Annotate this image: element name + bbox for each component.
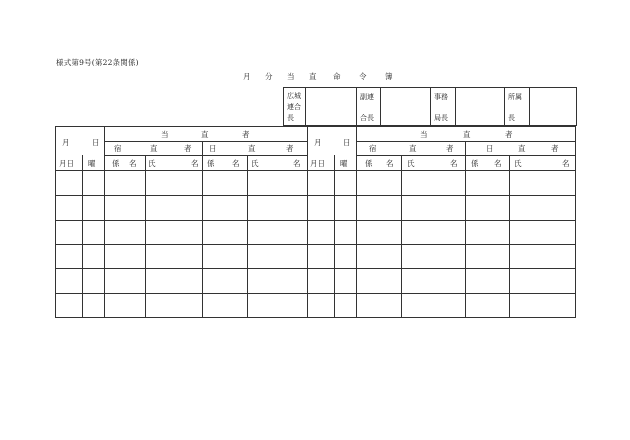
approval-label-line: 連合 <box>287 103 301 111</box>
col-post-char: 係 <box>365 159 373 168</box>
col-monthday: 月日 <box>310 159 325 168</box>
col-name-char: 名 <box>191 159 199 168</box>
title-char: 直 <box>309 72 317 81</box>
header-duty-char: 当 <box>420 130 428 139</box>
col-monthday: 月日 <box>59 159 74 168</box>
header-night-char: 宿 <box>114 144 122 153</box>
approval-seal-secretary[interactable] <box>456 88 505 125</box>
approval-label-line: 局長 <box>434 114 448 122</box>
col-post-char: 名 <box>386 159 394 168</box>
header-duty-char: 当 <box>161 130 169 139</box>
approval-seal-deputy[interactable] <box>381 88 431 125</box>
col-name-char: 氏 <box>407 159 415 168</box>
title-char: 命 <box>333 72 341 81</box>
col-post-char: 名 <box>232 159 240 168</box>
header-night-char: 直 <box>150 144 158 153</box>
col-weekday: 曜 <box>340 159 348 168</box>
header-day: 日 <box>92 138 100 147</box>
header-month: 月 <box>314 138 322 147</box>
col-post-char: 係 <box>112 159 120 168</box>
header-duty-char: 者 <box>505 130 513 139</box>
form-reference: 様式第9号(第22条関係) <box>56 58 139 67</box>
header-dayduty-char: 日 <box>486 144 494 153</box>
header-dayduty-char: 者 <box>551 144 559 153</box>
header-dayduty-char: 直 <box>518 144 526 153</box>
title-char: 月 <box>243 72 251 81</box>
col-name-char: 氏 <box>148 159 156 168</box>
approval-seal-chief[interactable] <box>306 88 357 125</box>
duty-table <box>55 126 576 318</box>
approval-label-line: 長 <box>508 114 515 122</box>
header-night-char: 宿 <box>369 144 377 153</box>
header-duty-char: 直 <box>463 130 471 139</box>
approval-label-line: 副連 <box>360 93 374 101</box>
title-char: 当 <box>287 72 295 81</box>
approval-label-deputy <box>357 88 381 125</box>
title-char: 簿 <box>385 72 393 81</box>
header-night-char: 者 <box>184 144 192 153</box>
header-day: 日 <box>343 138 351 147</box>
col-name-char: 氏 <box>251 159 259 168</box>
col-name-char: 氏 <box>514 159 522 168</box>
header-dayduty-char: 直 <box>248 144 256 153</box>
col-post-char: 係 <box>207 159 215 168</box>
col-name-char: 名 <box>293 159 301 168</box>
header-duty-char: 直 <box>201 130 209 139</box>
header-dayduty-char: 日 <box>209 144 217 153</box>
approval-label-line: 合長 <box>360 114 374 122</box>
header-night-char: 直 <box>409 144 417 153</box>
approval-label-chief <box>284 88 306 125</box>
approval-label-line: 所属 <box>508 93 522 101</box>
col-name-char: 名 <box>562 159 570 168</box>
approval-label-secretary <box>431 88 456 125</box>
header-night-char: 者 <box>446 144 454 153</box>
header-duty-char: 者 <box>242 130 250 139</box>
title-char: 分 <box>265 72 273 81</box>
approval-label-line: 事務 <box>434 93 448 101</box>
header-dayduty-char: 者 <box>286 144 294 153</box>
title-char: 令 <box>359 72 367 81</box>
col-post-char: 係 <box>471 159 479 168</box>
approval-box <box>283 87 577 126</box>
col-weekday: 曜 <box>88 159 96 168</box>
col-post-char: 名 <box>129 159 137 168</box>
col-post-char: 名 <box>494 159 502 168</box>
approval-label-dept <box>505 88 530 125</box>
header-month: 月 <box>62 138 70 147</box>
approval-seal-dept[interactable] <box>530 88 576 125</box>
col-name-char: 名 <box>450 159 458 168</box>
approval-label-line: 広城 <box>287 92 301 100</box>
approval-label-line: 長 <box>287 114 294 122</box>
